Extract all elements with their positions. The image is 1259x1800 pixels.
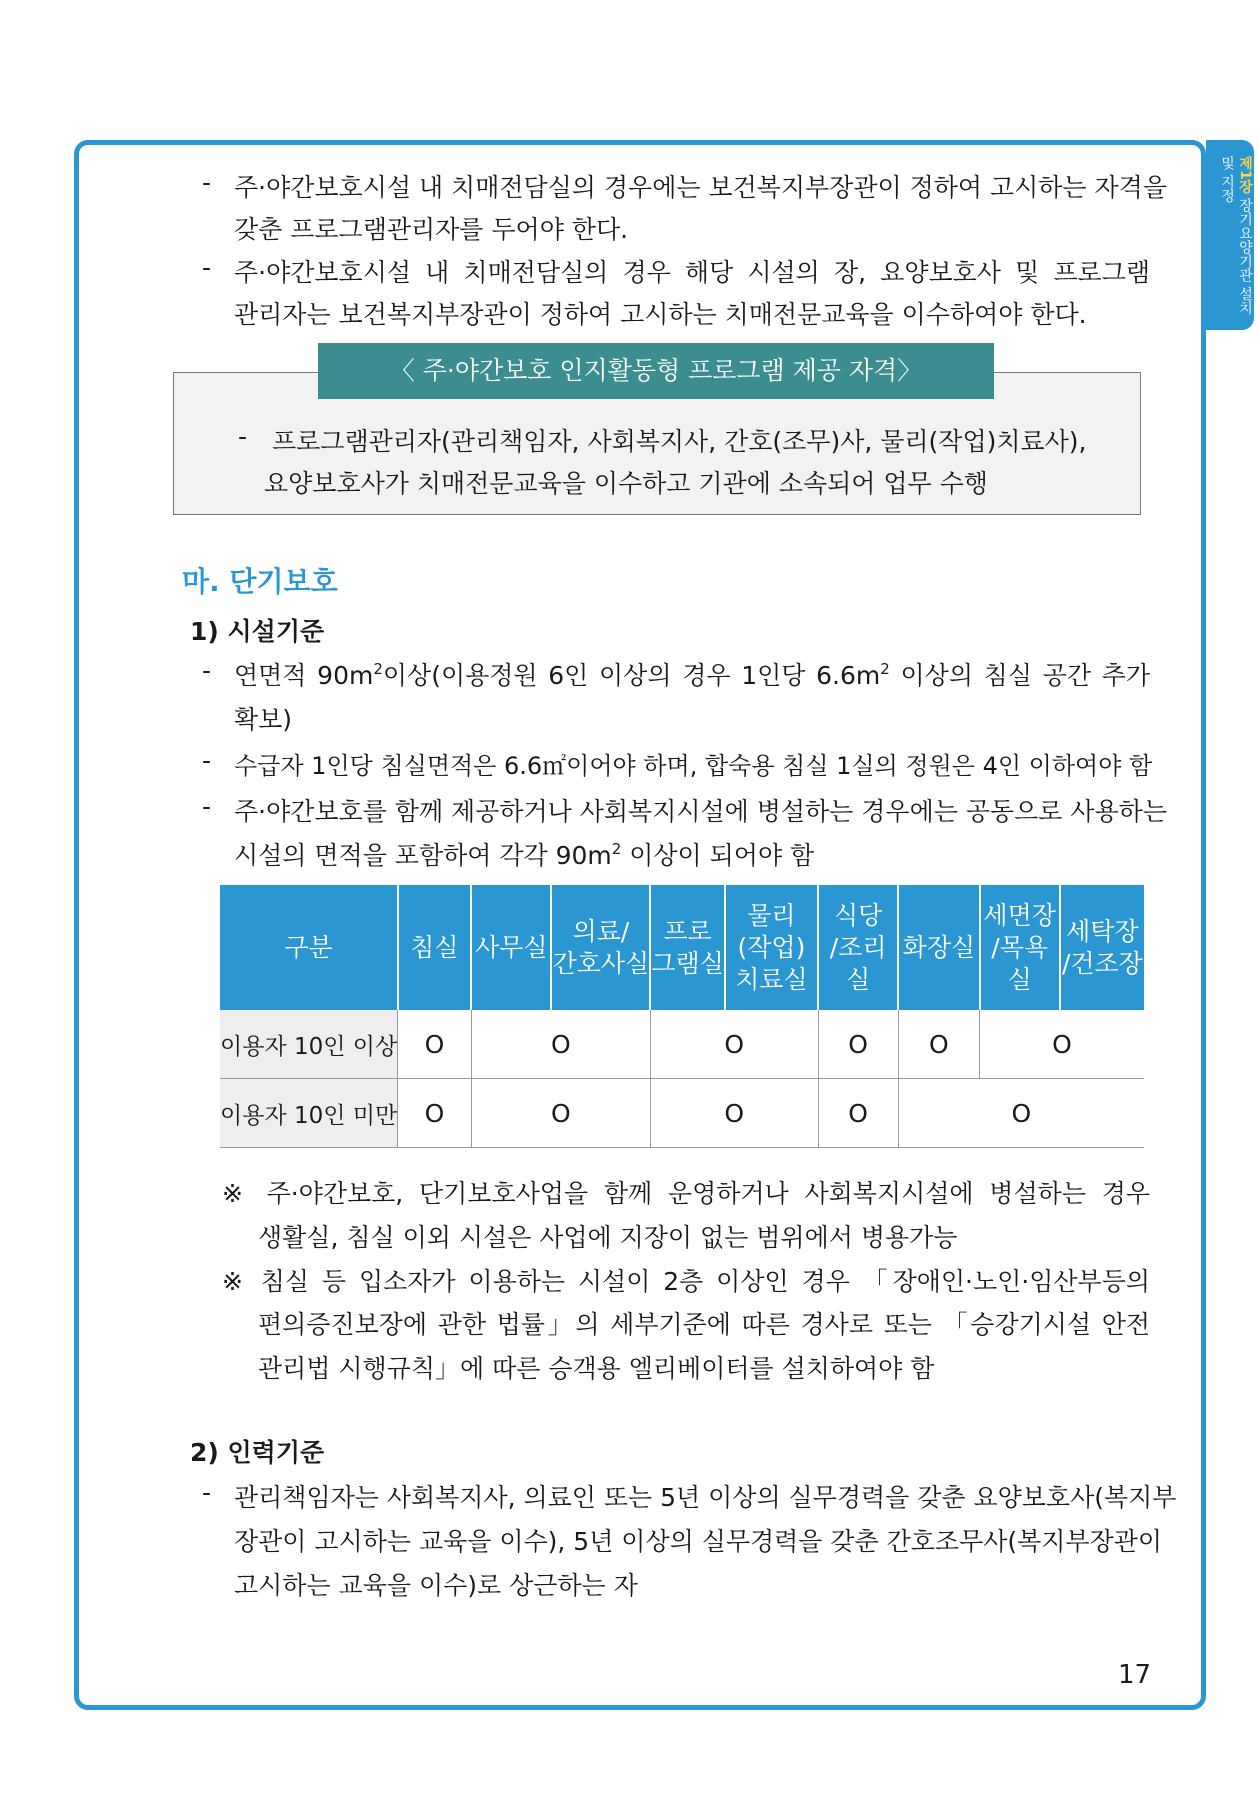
bullet-dash: - xyxy=(202,792,212,821)
superscript: 2 xyxy=(611,840,622,858)
qualification-line2: 요양보호사가 치매전문교육을 이수하고 기관에 소속되어 업무 수행 xyxy=(264,469,988,498)
facility-bullet-1-line1 xyxy=(234,656,1150,692)
facility-bullet-3-post: 이상이 되어야 함 xyxy=(621,841,815,870)
table-cell: O xyxy=(898,1010,979,1079)
facility-bullet-1-post: 이상의 침실 공간 추가 xyxy=(889,661,1151,690)
header-medical-room: 의료/ 간호사실 xyxy=(551,885,650,1010)
superscript: 2 xyxy=(373,660,383,678)
table-row xyxy=(220,1010,1144,1079)
intro-bullet-1-line1: 주·야간보호시설 내 치매전담실의 경우에는 보건복지부장관이 정하여 고시하는 자격을 xyxy=(234,173,1167,202)
staff-line2: 장관이 고시하는 교육을 이수), 5년 이상의 실무경력을 갖춘 간호조무사(복지부장관이 xyxy=(234,1527,1163,1556)
table-row xyxy=(220,1079,1144,1148)
qualification-line1: 프로그램관리자(관리책임자, 사회복지사, 간호(조무)사, 물리(작업)치료사), xyxy=(272,427,1087,456)
row-label: 이용자 10인 미만 xyxy=(220,1079,398,1148)
chapter-label: 제1장 xyxy=(1237,156,1253,194)
header-program-room: 프로 그램실 xyxy=(650,885,724,1010)
bullet-dash: - xyxy=(202,168,212,197)
header-bathroom: 세면장 /목욕실 xyxy=(980,885,1060,1010)
facility-bullet-3-pre: 시설의 면적을 포함하여 각각 90m xyxy=(234,841,612,870)
note-1-line1: ※ 주·야간보호, 단기보호사업을 함께 운영하거나 사회복지시설에 병설하는 경우 xyxy=(222,1179,1150,1208)
facility-heading: 1) 시설기준 xyxy=(190,617,325,646)
chapter-title: 장기요양기관 설치 및 지정 xyxy=(1219,156,1253,315)
intro-bullet-2-line1: 주·야간보호시설 내 치매전담실의 경우 해당 시설의 장, 요양보호사 및 프로그램 xyxy=(234,258,1150,287)
header-restroom: 화장실 xyxy=(898,885,979,1010)
table-cell: O xyxy=(980,1010,1144,1079)
intro-bullet-1-line2: 갖춘 프로그램관리자를 두어야 한다. xyxy=(234,215,629,244)
intro-bullet-2-line2: 관리자는 보건복지부장관이 정하여 고시하는 치매전문교육을 이수하여야 한다. xyxy=(234,300,1087,329)
page-number: 17 xyxy=(1118,1660,1152,1690)
bullet-dash: - xyxy=(202,656,212,685)
table-cell: O xyxy=(898,1079,1144,1148)
bullet-dash: - xyxy=(202,746,212,775)
header-office: 사무실 xyxy=(471,885,551,1010)
facility-table xyxy=(220,885,1144,1148)
note-2-line1: ※ 침실 등 입소자가 이용하는 시설이 2층 이상인 경우 「장애인·노인·임산부등의 xyxy=(222,1267,1150,1296)
facility-bullet-1-mid: 이상(이용정원 6인 이상의 경우 1인당 6.6m xyxy=(382,661,881,690)
bullet-dash: - xyxy=(238,422,248,451)
staff-heading: 2) 인력기준 xyxy=(190,1438,325,1467)
facility-bullet-3-line2 xyxy=(234,836,814,872)
facility-bullet-1-pre: 연면적 90m xyxy=(234,661,374,690)
table-cell: O xyxy=(398,1010,471,1079)
facility-bullet-3-line1: 주·야간보호를 함께 제공하거나 사회복지시설에 병설하는 경우에는 공동으로 사용하는 xyxy=(234,797,1167,826)
note-2-line3: 관리법 시행규칙」에 따른 승객용 엘리베이터를 설치하여야 함 xyxy=(258,1354,935,1383)
bullet-dash: - xyxy=(202,1478,212,1507)
table-cell: O xyxy=(818,1079,898,1148)
chapter-side-tab xyxy=(1206,140,1254,330)
header-therapy-room: 물리 (작업) 치료실 xyxy=(725,885,818,1010)
qualification-box-title: 〈 주·야간보호 인지활동형 프로그램 제공 자격〉 xyxy=(318,343,994,399)
table-cell: O xyxy=(398,1079,471,1148)
superscript: 2 xyxy=(880,660,890,678)
header-category: 구분 xyxy=(220,885,398,1010)
staff-line1: 관리책임자는 사회복지사, 의료인 또는 5년 이상의 실무경력을 갖춘 요양보호사(복지부 xyxy=(234,1483,1177,1512)
table-cell: O xyxy=(471,1079,650,1148)
table-cell: O xyxy=(471,1010,650,1079)
table-cell: O xyxy=(650,1010,818,1079)
section-title: 마. 단기보호 xyxy=(182,565,338,598)
facility-bullet-2: 수급자 1인당 침실면적은 6.6㎡이어야 하며, 합숙용 침실 1실의 정원은 4인 이하여야 함 xyxy=(234,752,1153,780)
table-cell: O xyxy=(818,1010,898,1079)
header-dining-room: 식당 /조리실 xyxy=(818,885,898,1010)
table-cell: O xyxy=(650,1079,818,1148)
staff-line3: 고시하는 교육을 이수)로 상근하는 자 xyxy=(234,1571,638,1600)
bullet-dash: - xyxy=(202,253,212,282)
table-header-row xyxy=(220,885,1144,1010)
facility-bullet-1-line2: 확보) xyxy=(234,705,293,734)
header-laundry-room: 세탁장 /건조장 xyxy=(1060,885,1144,1010)
header-bedroom: 침실 xyxy=(398,885,471,1010)
row-label: 이용자 10인 이상 xyxy=(220,1010,398,1079)
note-1-line2: 생활실, 침실 이외 시설은 사업에 지장이 없는 범위에서 병용가능 xyxy=(258,1223,958,1252)
note-2-line2: 편의증진보장에 관한 법률」의 세부기준에 따른 경사로 또는 「승강기시설 안전 xyxy=(258,1310,1150,1339)
